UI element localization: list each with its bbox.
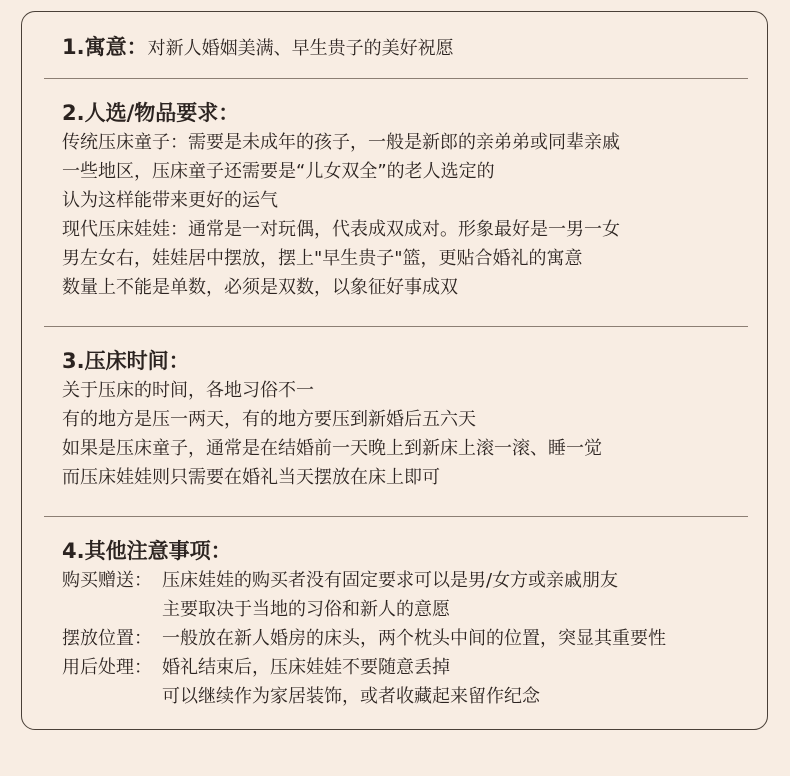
note-text: 可以继续作为家居装饰，或者收藏起来留作纪念 (162, 686, 540, 707)
divider (44, 78, 748, 79)
text-line: 男左女右，娃娃居中摆放，摆上"早生贵子"篮，更贴合婚礼的寓意 (62, 248, 583, 269)
text-line: 有的地方是压一两天，有的地方要压到新婚后五六天 (62, 409, 476, 430)
section-title: 4.其他注意事项： (62, 539, 232, 563)
section-heading (62, 32, 762, 64)
divider (44, 516, 748, 517)
section-title: 1.寓意： (62, 35, 148, 59)
section-text: 对新人婚姻美满、早生贵子的美好祝愿 (147, 38, 454, 59)
section-title: 3.压床时间： (62, 349, 190, 373)
note-label (62, 595, 162, 624)
text-line: 认为这样能带来更好的运气 (62, 190, 278, 211)
note-row (62, 653, 762, 682)
text-line: 关于压床的时间，各地习俗不一 (62, 380, 314, 401)
section-notes (62, 536, 762, 711)
section-meaning (62, 32, 762, 64)
note-text: 婚礼结束后，压床娃娃不要随意丢掉 (162, 657, 450, 678)
text-line: 如果是压床童子，通常是在结婚前一天晚上到新床上滚一滚、睡一觉 (62, 438, 602, 459)
info-card (21, 11, 768, 730)
note-row (62, 595, 762, 624)
section-title: 2.人选/物品要求： (62, 101, 240, 125)
text-line: 数量上不能是单数，必须是双数，以象征好事成双 (62, 277, 458, 298)
text-line: 传统压床童子：需要是未成年的孩子，一般是新郎的亲弟弟或同辈亲戚 (62, 132, 620, 153)
section-timing (62, 346, 762, 492)
note-text: 压床娃娃的购买者没有固定要求可以是男/女方或亲戚朋友 (162, 570, 619, 591)
note-row (62, 624, 762, 653)
note-label: 摆放位置： (62, 628, 152, 649)
note-label: 用后处理： (62, 657, 152, 678)
note-row (62, 566, 762, 595)
text-line: 现代压床娃娃：通常是一对玩偶，代表成双成对。形象最好是一男一女 (62, 219, 620, 240)
note-label: 购买赠送： (62, 570, 152, 591)
note-text: 一般放在新人婚房的床头，两个枕头中间的位置，突显其重要性 (162, 628, 666, 649)
note-text: 主要取决于当地的习俗和新人的意愿 (162, 599, 450, 620)
divider (44, 326, 748, 327)
note-row (62, 682, 762, 711)
text-line: 而压床娃娃则只需要在婚礼当天摆放在床上即可 (62, 467, 440, 488)
text-line: 一些地区，压床童子还需要是“儿女双全”的老人选定的 (62, 161, 495, 182)
section-requirements (62, 98, 762, 302)
note-label (62, 682, 162, 711)
